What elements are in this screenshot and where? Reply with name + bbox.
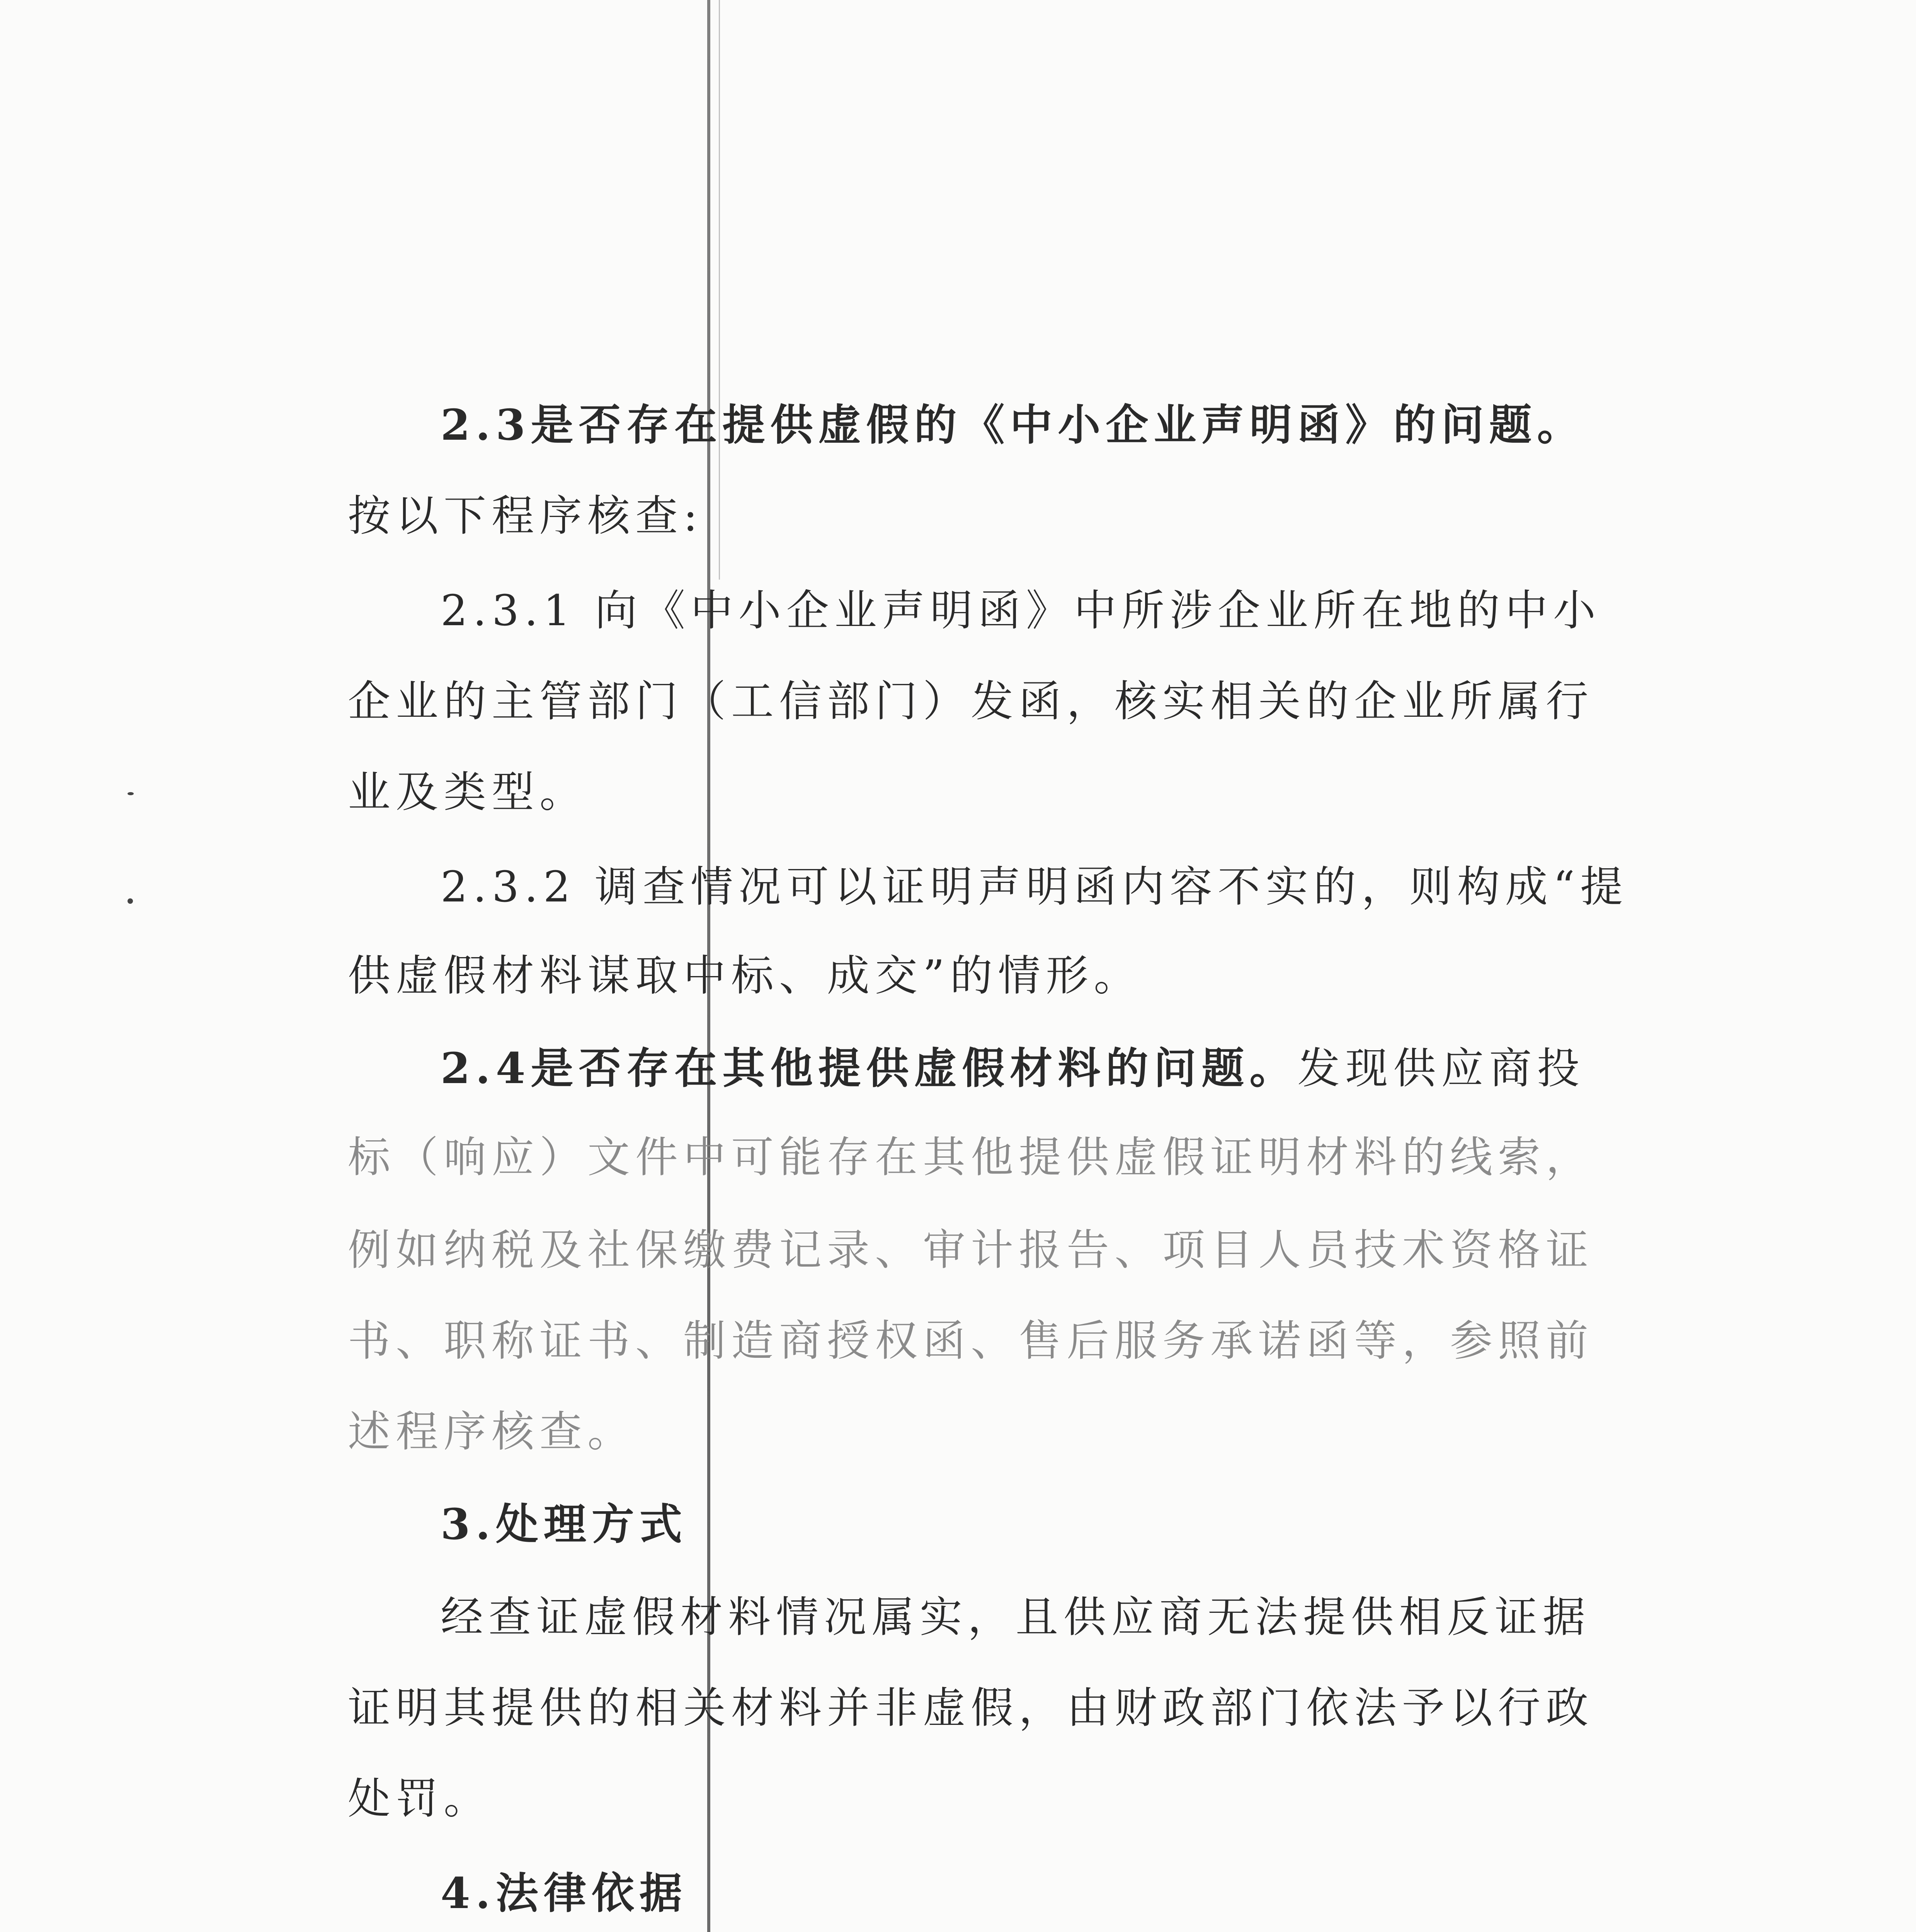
paragraph-line: 业及类型。	[348, 767, 587, 817]
paragraph-line: 经查证虚假材料情况属实，且供应商无法提供相反证据	[441, 1592, 1591, 1642]
paragraph-line: 标（响应）文件中可能存在其他提供虚假证明材料的线索，	[348, 1133, 1594, 1182]
scan-speck	[128, 792, 134, 795]
paragraph-line: 述程序核查。	[348, 1407, 635, 1456]
heading-2-3: 2.3是否存在提供虚假的《中小企业声明函》的问题。	[441, 400, 1585, 450]
heading-3: 3.处理方式	[441, 1499, 687, 1549]
paragraph-line: 2.3.2 调查情况可以证明声明函内容不实的，则构成“提	[441, 862, 1628, 912]
paragraph-line: 企业的主管部门（工信部门）发函，核实相关的企业所属行	[348, 677, 1594, 726]
paragraph-line: 按以下程序核查:	[348, 491, 703, 541]
paragraph-line	[441, 1043, 1585, 1094]
paragraph-line: 书、职称证书、制造商授权函、售后服务承诺函等，参照前	[348, 1316, 1594, 1366]
paragraph-line: 2.3.1 向《中小企业声明函》中所涉企业所在地的中小	[441, 586, 1601, 635]
scan-fold-line-secondary	[719, 0, 720, 580]
heading-2-4: 2.4是否存在其他提供虚假材料的问题。	[441, 1043, 1298, 1093]
scan-speck	[128, 898, 133, 904]
paragraph-line: 供虚假材料谋取中标、成交”的情形。	[348, 951, 1142, 1000]
heading-2-4-continuation: 发现供应商投	[1297, 1044, 1585, 1093]
paragraph-line: 处罚。	[348, 1774, 492, 1823]
heading-4: 4.法律依据	[441, 1868, 687, 1918]
paragraph-line: 证明其提供的相关材料并非虚假，由财政部门依法予以行政	[348, 1683, 1594, 1733]
paragraph-line: 例如纳税及社保缴费记录、审计报告、项目人员技术资格证	[348, 1225, 1594, 1275]
